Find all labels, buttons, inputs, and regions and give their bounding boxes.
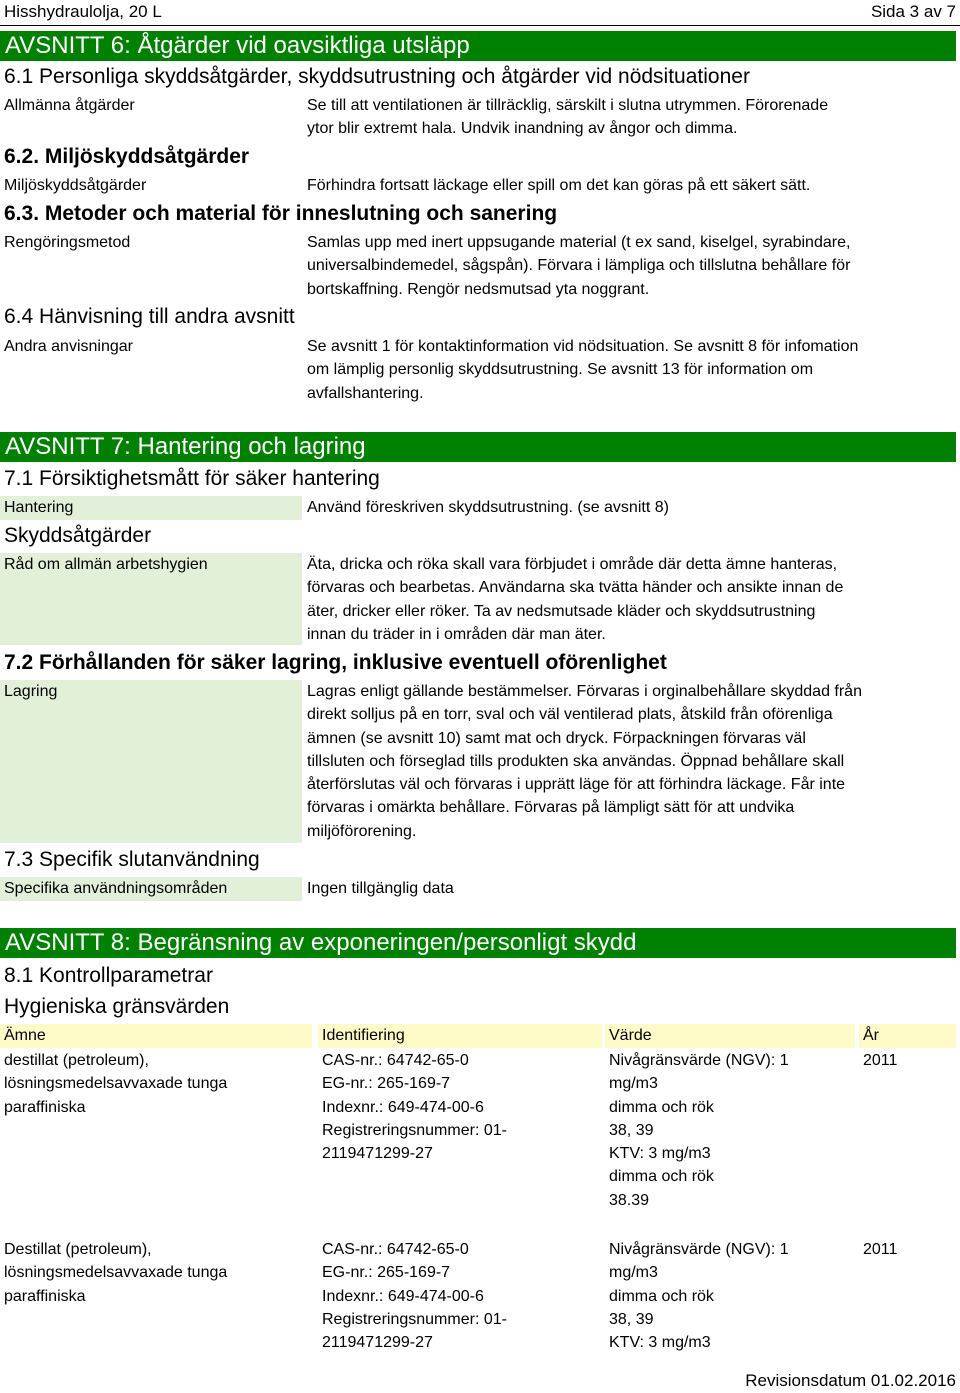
table-row-1-value xyxy=(609,1049,854,1212)
text-line: Registreringsnummer: 01- xyxy=(322,1310,507,1328)
text-line: förvaras och bearbetas. Användarna ska tvätta händer och ansikte innan de xyxy=(307,579,844,597)
text-line: 2119471299-27 xyxy=(322,1145,433,1163)
text-line: äter, dricker eller röker. Ta av nedsmutsade kläder och skyddsutrustning xyxy=(307,602,816,620)
subsection-7-3-title: 7.3 Specifik slutanvändning xyxy=(4,848,260,871)
text-line: mg/m3 xyxy=(609,1264,658,1282)
page-number: Sida 3 av 7 xyxy=(870,2,956,21)
text-line: dimma och rök xyxy=(609,1098,714,1116)
text-line: Äta, dricka och röka skall vara förbjudet i område där detta ämne hanteras, xyxy=(307,556,838,573)
text-line: förvaras i omärkta behållare. Förvaras på lämpligt sätt för att undvika xyxy=(307,799,795,817)
subsection-6-3-title: 6.3. Metoder och material för inneslutning och sanering xyxy=(4,202,558,225)
text-line: universalbindemedel, sågspån). Förvara i lämpliga och tillslutna behållare för xyxy=(307,257,851,275)
subsection-6-1-title: 6.1 Personliga skyddsåtgärder, skyddsutrustning och åtgärder vid nödsituationer xyxy=(4,65,750,88)
text-line: dimma och rök xyxy=(609,1168,714,1186)
text-line: EG-nr.: 265-169-7 xyxy=(322,1264,451,1282)
subsection-6-4-title: 6.4 Hänvisning till andra avsnitt xyxy=(4,305,295,328)
environmental-measures-value xyxy=(307,174,947,197)
text-line: Destillat (petroleum), xyxy=(4,1241,152,1258)
table-row-2-value xyxy=(609,1238,854,1354)
text-line: bortskaffning. Rengör nedsmutsad yta noggrant. xyxy=(307,280,650,298)
hygiene-value xyxy=(307,553,947,646)
handling-value: Använd föreskriven skyddsutrustning. (se avsnitt 8) xyxy=(307,499,669,516)
text-line: 38.39 xyxy=(609,1191,650,1209)
table-row-1-identification xyxy=(322,1049,602,1165)
text-line: om lämplig personlig skyddsutrustning. Se avsnitt 13 för information om xyxy=(307,361,814,379)
environmental-measures-label: Miljöskyddsåtgärder xyxy=(4,177,147,194)
hygiene-label: Råd om allmän arbetshygien xyxy=(0,553,302,645)
text-line: ämnen (se avsnitt 10) samt mat och dryck. Förpackningen förvaras väl xyxy=(307,729,806,747)
table-header-substance: Ämne xyxy=(0,1024,312,1048)
text-line: Registreringsnummer: 01- xyxy=(322,1121,507,1139)
text-line: Indexnr.: 649-474-00-6 xyxy=(322,1287,484,1305)
specific-end-use-value: Ingen tillgänglig data xyxy=(307,880,454,897)
subsection-7-1-title: 7.1 Försiktighetsmått för säker hantering xyxy=(4,467,380,490)
text-line: EG-nr.: 265-169-7 xyxy=(322,1075,451,1093)
text-line: Se till att ventilationen är tillräcklig, särskilt i slutna utrymmen. Förorenade xyxy=(307,97,829,114)
exposure-limits-title: Hygieniska gränsvärden xyxy=(4,995,230,1018)
text-line: tillsluten och förseglad tills produkten ska användas. Öppnad behållare skall xyxy=(307,752,845,770)
header-divider xyxy=(0,25,960,26)
text-line: Lagras enligt gällande bestämmelser. Förvaras i orginalbehållare skyddad från xyxy=(307,683,862,700)
text-line: innan du träder in i områden där man äter. xyxy=(307,625,606,643)
other-instructions-value xyxy=(307,335,947,405)
text-line: miljöförorening. xyxy=(307,822,417,840)
text-line: KTV: 3 mg/m3 xyxy=(609,1145,711,1163)
text-line: ytor blir extremt hala. Undvik inandning av ångor och dimma. xyxy=(307,120,738,138)
text-line: Indexnr.: 649-474-00-6 xyxy=(322,1098,484,1116)
document-product-name: Hisshydraulolja, 20 L xyxy=(4,2,162,21)
text-line: dimma och rök xyxy=(609,1287,714,1305)
table-row-2-substance xyxy=(4,1238,309,1308)
table-row-1-substance xyxy=(4,1049,309,1119)
text-line: Nivågränsvärde (NGV): 1 xyxy=(609,1052,789,1069)
cleaning-method-value xyxy=(307,231,947,301)
text-line: paraffiniska xyxy=(4,1098,86,1116)
text-line: KTV: 3 mg/m3 xyxy=(609,1334,711,1352)
text-line: CAS-nr.: 64742-65-0 xyxy=(322,1052,469,1069)
table-header-identification: Identifiering xyxy=(318,1024,602,1048)
text-line: CAS-nr.: 64742-65-0 xyxy=(322,1241,469,1258)
revision-date: Revisionsdatum 01.02.2016 xyxy=(745,1371,956,1390)
general-measures-value xyxy=(307,94,947,141)
text-line: 2119471299-27 xyxy=(322,1334,433,1352)
cleaning-method-label: Rengöringsmetod xyxy=(4,234,131,251)
text-line: 38, 39 xyxy=(609,1310,654,1328)
subsection-8-1-title: 8.1 Kontrollparametrar xyxy=(4,964,213,987)
table-row-2-identification xyxy=(322,1238,602,1354)
text-line: direkt solljus på en torr, sval och väl ventilerad plats, åtskild från oförenliga xyxy=(307,706,833,724)
subsection-7-2-title: 7.2 Förhållanden för säker lagring, inklusive eventuell oförenlighet xyxy=(4,651,667,674)
text-line: 38, 39 xyxy=(609,1121,654,1139)
section-8-heading: AVSNITT 8: Begränsning av exponeringen/personligt skydd xyxy=(0,928,956,958)
section-6-heading: AVSNITT 6: Åtgärder vid oavsiktliga utsläpp xyxy=(0,31,956,61)
storage-value xyxy=(307,680,947,843)
text-line: Samlas upp med inert uppsugande material (t ex sand, kiselgel, syrabindare, xyxy=(307,234,851,251)
text-line: destillat (petroleum), xyxy=(4,1052,149,1069)
text-line: återförslutas väl och förvaras i upprätt läge för att förhindra läckage. Får inte xyxy=(307,776,846,794)
protective-measures-title: Skyddsåtgärder xyxy=(4,524,152,547)
storage-label: Lagring xyxy=(0,680,302,843)
table-row-1-year: 2011 xyxy=(863,1052,898,1069)
other-instructions-label: Andra anvisningar xyxy=(4,338,133,355)
general-measures-label: Allmänna åtgärder xyxy=(4,97,135,114)
text-line: lösningsmedelsavvaxade tunga xyxy=(4,1264,228,1282)
handling-label: Hantering xyxy=(0,496,302,520)
table-header-value: Värde xyxy=(605,1024,855,1048)
table-row-2-year: 2011 xyxy=(863,1241,898,1258)
section-7-heading: AVSNITT 7: Hantering och lagring xyxy=(0,432,956,462)
subsection-6-2-title: 6.2. Miljöskyddsåtgärder xyxy=(4,145,250,168)
text-line: paraffiniska xyxy=(4,1287,86,1305)
specific-end-use-label: Specifika användningsområden xyxy=(0,877,302,901)
text-line: lösningsmedelsavvaxade tunga xyxy=(4,1075,228,1093)
text-line: Se avsnitt 1 för kontaktinformation vid nödsituation. Se avsnitt 8 för infomation xyxy=(307,338,859,355)
text-line: Förhindra fortsatt läckage eller spill om det kan göras på ett säkert sätt. xyxy=(307,177,811,194)
table-header-year: År xyxy=(859,1024,956,1048)
text-line: mg/m3 xyxy=(609,1075,658,1093)
text-line: Nivågränsvärde (NGV): 1 xyxy=(609,1241,789,1258)
text-line: avfallshantering. xyxy=(307,384,424,402)
